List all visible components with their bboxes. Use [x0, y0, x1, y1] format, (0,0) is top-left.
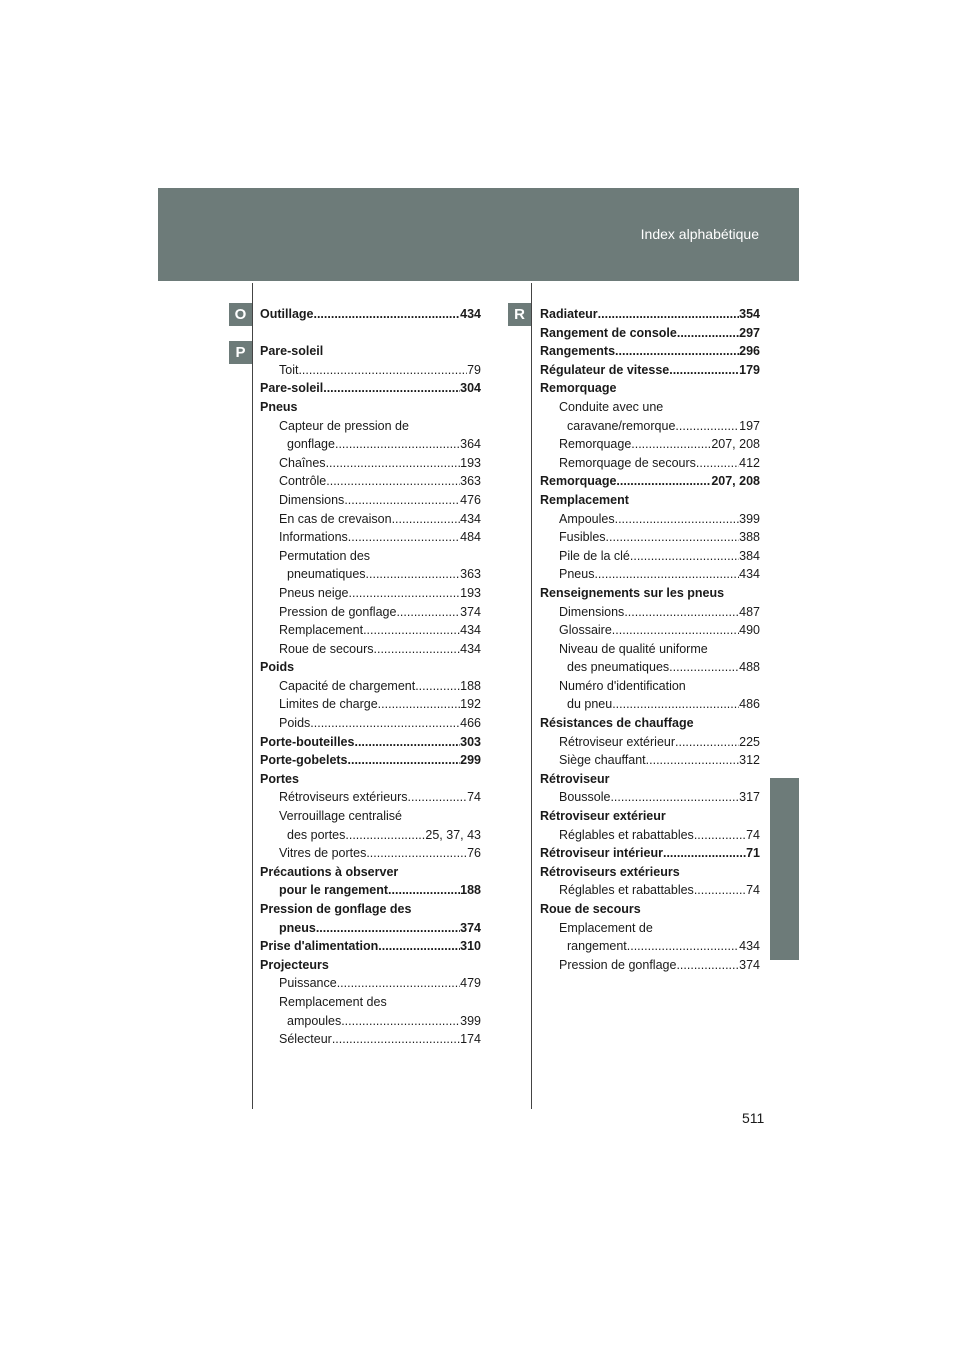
dot-leader [366, 565, 461, 584]
index-term: Remorquage [540, 474, 617, 489]
index-term: des pneumatiques [567, 660, 670, 675]
index-entry-sub [260, 695, 481, 714]
index-term: des portes [287, 827, 346, 842]
index-entry-sub [540, 677, 760, 696]
index-entry-sub [260, 993, 481, 1012]
index-term: Remplacement des [279, 994, 387, 1009]
index-term: Informations [279, 530, 348, 545]
index-term: Projecteurs [260, 957, 329, 972]
index-term: Remplacement [279, 623, 364, 638]
index-term: Glossaire [559, 623, 612, 638]
index-term: Emplacement de [559, 920, 653, 935]
index-term: Niveau de qualité uniforme [559, 641, 708, 656]
index-term: Ampoules [559, 511, 615, 526]
dot-leader [366, 844, 467, 863]
dot-leader [313, 305, 460, 324]
dot-leader [332, 1030, 460, 1049]
letter-marker-p: P [229, 341, 252, 364]
index-term: Remorquage de secours [559, 455, 696, 470]
index-term: Pneus [260, 399, 298, 414]
index-page-ref: 225 [739, 734, 760, 749]
index-page-ref: 71 [746, 846, 760, 861]
index-entry-sub [260, 826, 481, 845]
index-term: Prise d'alimentation [260, 939, 379, 954]
index-term: Poids [279, 716, 311, 731]
header-title: Index alphabétique [640, 226, 759, 242]
index-term: Poids [260, 660, 295, 675]
index-page-ref: 76 [467, 846, 481, 861]
index-entry-sub [540, 919, 760, 938]
index-term: Rétroviseur [540, 771, 610, 786]
index-page-ref: 374 [739, 957, 760, 972]
index-entry-sub [260, 565, 481, 584]
index-term: Pression de gonflage [559, 957, 677, 972]
index-term: Rangement de console [540, 325, 677, 340]
dot-leader [408, 788, 468, 807]
index-page-ref: 384 [739, 548, 760, 563]
index-page-ref: 197 [739, 418, 760, 433]
index-page-ref: 207, 208 [711, 474, 760, 489]
dot-leader [378, 695, 460, 714]
index-term: Pile de la clé [559, 548, 630, 563]
dot-leader [675, 733, 739, 752]
index-entry-main [260, 658, 481, 677]
index-page-ref: 434 [460, 307, 481, 321]
index-entry-sub [540, 937, 760, 956]
dot-leader [594, 565, 739, 584]
index-entry-main [540, 342, 760, 361]
dot-leader [696, 454, 739, 473]
index-page-ref: 490 [739, 623, 760, 638]
index-term: Permutation des [279, 548, 371, 563]
dot-leader [326, 454, 461, 473]
index-entry-sub [260, 435, 481, 454]
letter-marker-r: R [508, 303, 531, 326]
index-term: Porte-gobelets [260, 753, 348, 768]
letter-marker-o: O [229, 303, 252, 326]
index-page-ref: 488 [739, 660, 760, 675]
index-term: gonflage [287, 437, 335, 452]
index-page-ref: 374 [460, 604, 481, 619]
index-term: Puissance [279, 976, 337, 991]
index-term: Conduite avec une [559, 399, 664, 414]
index-page-ref: 434 [460, 641, 481, 656]
index-page-ref: 304 [460, 381, 481, 396]
index-term: Renseignements sur les pneus [540, 585, 725, 600]
index-term: Sélecteur [279, 1032, 332, 1047]
index-page-ref: 434 [460, 511, 481, 526]
index-term: Pression de gonflage [279, 604, 397, 619]
dot-leader [354, 733, 460, 752]
index-entry-sub [540, 881, 760, 900]
index-entry-sub [260, 1030, 481, 1049]
index-entry-sub [540, 528, 760, 547]
index-entry-main [260, 398, 481, 417]
index-page-ref: 363 [460, 567, 481, 582]
index-entry-sub [260, 417, 481, 436]
index-entry-sub [260, 807, 481, 826]
dot-leader [337, 974, 460, 993]
index-term: Numéro d'identification [559, 678, 686, 693]
index-term: caravane/remorque [567, 418, 676, 433]
index-term: Porte-bouteilles [260, 734, 355, 749]
dot-leader [310, 714, 460, 733]
index-entry-sub [260, 491, 481, 510]
index-term: Radiateur [540, 307, 598, 321]
dot-leader [349, 584, 461, 603]
index-entry-main [260, 919, 481, 938]
index-term: Pare-soleil [260, 381, 324, 396]
index-entry-main [540, 863, 760, 882]
index-entry-main [540, 770, 760, 789]
index-entry-sub [540, 565, 760, 584]
index-term: Réglables et rabattables [559, 883, 694, 898]
index-entry-sub [540, 510, 760, 529]
dot-leader [631, 435, 711, 454]
index-term: ampoules [287, 1013, 342, 1028]
dot-leader [694, 881, 746, 900]
dot-leader [392, 510, 461, 529]
index-entry-sub [260, 603, 481, 622]
column-divider-middle [531, 283, 532, 1109]
index-entry-sub [540, 547, 760, 566]
index-term: Siège chauffant [559, 753, 646, 768]
index-entry-main [260, 342, 481, 361]
index-entry-sub [260, 640, 481, 659]
index-entry-main [260, 733, 481, 752]
index-entry-sub [540, 435, 760, 454]
dot-leader [624, 603, 739, 622]
index-entry-sub [540, 751, 760, 770]
index-entry-sub [260, 974, 481, 993]
dot-leader [610, 788, 739, 807]
index-page-ref: 74 [746, 883, 760, 898]
index-page-ref: 299 [460, 753, 481, 768]
index-page-ref: 207, 208 [711, 437, 760, 452]
dot-leader [341, 1012, 460, 1031]
index-entry-sub [540, 417, 760, 436]
dot-leader [616, 472, 711, 491]
index-page-ref: 174 [460, 1032, 481, 1047]
index-page-ref: 188 [460, 883, 481, 898]
index-term: Limites de charge [279, 697, 378, 712]
index-page-ref: 434 [739, 567, 760, 582]
index-entry-sub [260, 844, 481, 863]
dot-leader [348, 751, 461, 770]
index-entry-main [260, 751, 481, 770]
index-term: Rétroviseur extérieur [540, 809, 666, 824]
dot-leader [669, 658, 739, 677]
index-entry-sub [260, 1012, 481, 1031]
index-term: Remplacement [540, 492, 629, 507]
index-entry-main [540, 584, 760, 603]
dot-leader [598, 305, 739, 324]
index-entry-main [540, 379, 760, 398]
dot-leader [630, 547, 739, 566]
dot-leader [612, 621, 739, 640]
index-term: Verrouillage centralisé [279, 809, 402, 824]
index-entry-main [540, 491, 760, 510]
section-side-tab [770, 778, 799, 960]
page-header [158, 188, 799, 281]
index-entry-main [540, 900, 760, 919]
index-entry-sub [540, 621, 760, 640]
dot-leader [298, 361, 467, 380]
index-term: Boussole [559, 790, 611, 805]
index-entry-sub [540, 603, 760, 622]
index-term: Rétroviseur extérieur [559, 734, 676, 749]
index-term: Rétroviseurs extérieurs [540, 864, 680, 879]
index-entry-sub [260, 510, 481, 529]
dot-leader [344, 491, 460, 510]
index-page-ref: 188 [460, 678, 481, 693]
index-entry-sub [540, 658, 760, 677]
index-term: pneumatiques [287, 567, 366, 582]
index-page-ref: 399 [739, 511, 760, 526]
dot-leader [396, 603, 460, 622]
dot-leader [669, 361, 739, 380]
index-page-ref: 412 [739, 455, 760, 470]
index-page-ref: 354 [739, 307, 760, 321]
index-term: Réglables et rabattables [559, 827, 694, 842]
index-entry-sub [260, 677, 481, 696]
dot-leader [615, 510, 740, 529]
index-page-ref: 434 [739, 939, 760, 954]
index-entry-main [260, 937, 481, 956]
dot-leader [676, 956, 739, 975]
index-page-ref: 363 [460, 474, 481, 489]
index-entry-sub [540, 826, 760, 845]
index-page-ref: 193 [460, 585, 481, 600]
index-entry-sub [540, 398, 760, 417]
index-page-ref: 388 [739, 530, 760, 545]
index-term: Rétroviseurs extérieurs [279, 790, 408, 805]
index-term: Contrôle [279, 474, 327, 489]
index-entry-main [260, 379, 481, 398]
index-term: rangement [567, 939, 627, 954]
index-term: Précautions à observer [260, 864, 399, 879]
index-term: Rangements [540, 344, 616, 359]
index-entry-sub [260, 472, 481, 491]
index-entry-main [540, 844, 760, 863]
index-page-ref: 25, 37, 43 [425, 827, 481, 842]
index-page-ref: 364 [460, 437, 481, 452]
index-page-ref: 479 [460, 976, 481, 991]
index-term: Régulateur de vitesse [540, 362, 670, 377]
index-term: Capteur de pression de [279, 418, 409, 433]
dot-leader [415, 677, 460, 696]
index-term: pour le rangement [279, 883, 389, 898]
index-page-ref: 399 [460, 1013, 481, 1028]
index-spacer [260, 324, 481, 343]
index-term: Pneus [559, 567, 595, 582]
index-entry-main [260, 305, 481, 324]
dot-leader [374, 640, 461, 659]
index-entry-sub [260, 547, 481, 566]
index-entry-sub [260, 714, 481, 733]
index-term: Remorquage [559, 437, 632, 452]
index-entry-main [260, 956, 481, 975]
index-page-ref: 297 [739, 325, 760, 340]
index-entry-sub [260, 361, 481, 380]
index-term: du pneu [567, 697, 613, 712]
index-term: Dimensions [279, 492, 345, 507]
index-term: Pneus neige [279, 585, 349, 600]
index-page-ref: 74 [467, 790, 481, 805]
index-page-ref: 312 [739, 753, 760, 768]
dot-leader [646, 751, 739, 770]
index-term: En cas de crevaison [279, 511, 392, 526]
dot-leader [694, 826, 746, 845]
index-page-ref: 296 [739, 344, 760, 359]
dot-leader [345, 826, 425, 845]
index-entry-main [260, 863, 481, 882]
index-term: pneus [279, 920, 316, 935]
index-term: Résistances de chauffage [540, 716, 694, 731]
index-term: Toit [279, 362, 299, 377]
dot-leader [388, 881, 460, 900]
index-entry-sub [540, 640, 760, 659]
index-column-left [260, 305, 481, 1049]
dot-leader [326, 472, 460, 491]
index-page-ref: 374 [460, 920, 481, 935]
index-page-ref: 192 [460, 697, 481, 712]
index-entry-main [540, 361, 760, 380]
index-page-ref: 74 [746, 827, 760, 842]
dot-leader [316, 919, 460, 938]
dot-leader [677, 324, 739, 343]
index-term: Outillage [260, 307, 314, 321]
index-page-ref: 476 [460, 492, 481, 507]
index-entry-main [540, 714, 760, 733]
index-entry-sub [260, 454, 481, 473]
dot-leader [627, 937, 739, 956]
dot-leader [615, 342, 739, 361]
index-entry-main [540, 305, 760, 324]
index-term: Rétroviseur intérieur [540, 846, 663, 861]
index-term: Pression de gonflage des [260, 902, 412, 916]
index-entry-sub [540, 695, 760, 714]
dot-leader [675, 417, 739, 436]
index-entry-main [540, 324, 760, 343]
index-column-right [540, 305, 760, 974]
index-term: Roue de secours [279, 641, 374, 656]
index-entry-main [260, 900, 481, 919]
index-page-ref: 317 [739, 790, 760, 805]
index-page-ref: 484 [460, 530, 481, 545]
index-term: Roue de secours [540, 902, 641, 916]
dot-leader [335, 435, 460, 454]
index-entry-sub [260, 621, 481, 640]
index-entry-sub [540, 788, 760, 807]
index-term: Pare-soleil [260, 344, 324, 359]
index-term: Portes [260, 771, 299, 786]
dot-leader [612, 695, 739, 714]
index-page-ref: 434 [460, 623, 481, 638]
index-term: Dimensions [559, 604, 625, 619]
index-page-ref: 310 [460, 939, 481, 954]
index-term: Chaînes [279, 455, 326, 470]
index-page-ref: 486 [739, 697, 760, 712]
index-entry-sub [260, 584, 481, 603]
dot-leader [606, 528, 740, 547]
dot-leader [363, 621, 460, 640]
index-entry-sub [540, 454, 760, 473]
index-entry-sub [540, 733, 760, 752]
index-page-ref: 466 [460, 716, 481, 731]
dot-leader [663, 844, 746, 863]
index-page-ref: 79 [467, 362, 481, 377]
index-entry-main [260, 881, 481, 900]
index-entry-sub [260, 788, 481, 807]
index-entry-sub [540, 956, 760, 975]
index-term: Vitres de portes [279, 846, 367, 861]
index-entry-main [260, 770, 481, 789]
index-term: Fusibles [559, 530, 606, 545]
index-entry-main [540, 472, 760, 491]
index-term: Remorquage [540, 381, 617, 396]
index-page-ref: 487 [739, 604, 760, 619]
page-number: 511 [742, 1110, 765, 1126]
dot-leader [348, 528, 460, 547]
index-term: Capacité de chargement [279, 678, 416, 693]
index-entry-main [540, 807, 760, 826]
index-page-ref: 179 [739, 362, 760, 377]
column-divider-left [252, 283, 253, 1109]
dot-leader [378, 937, 460, 956]
dot-leader [323, 379, 460, 398]
index-entry-sub [260, 528, 481, 547]
index-page-ref: 303 [460, 734, 481, 749]
index-page-ref: 193 [460, 455, 481, 470]
